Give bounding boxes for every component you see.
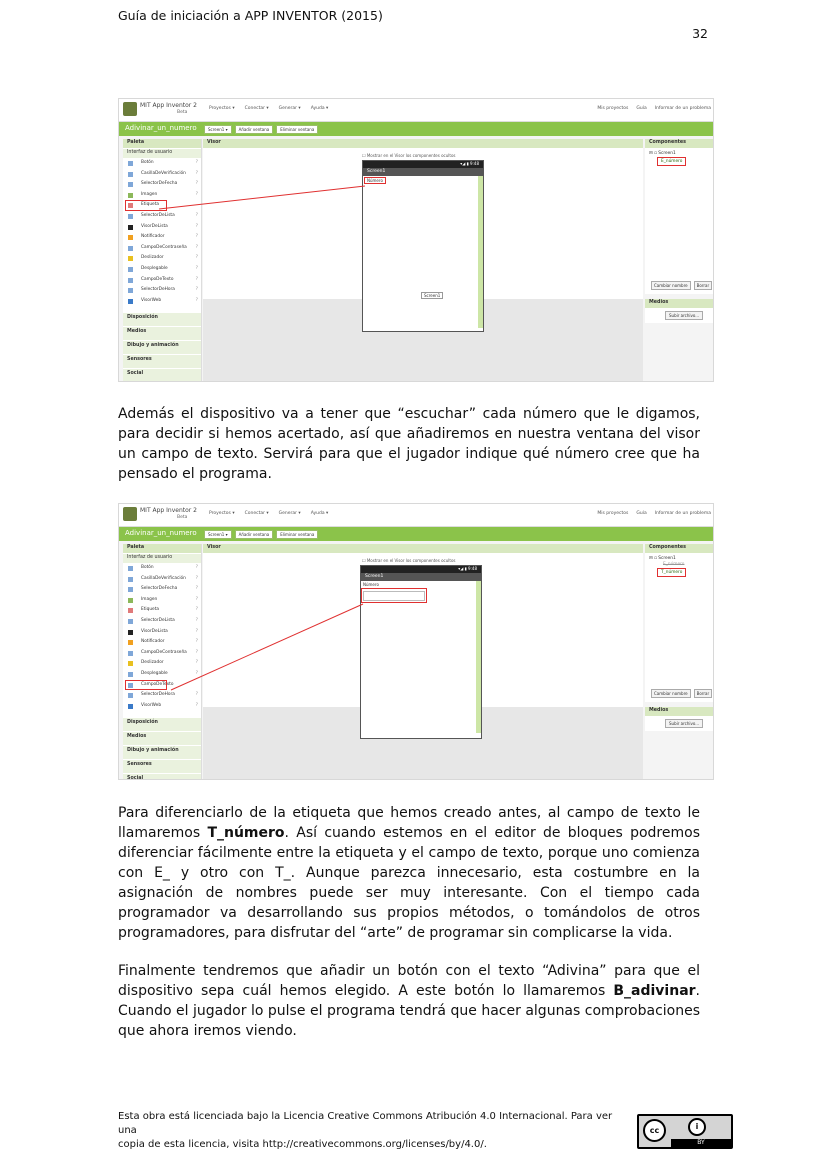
menu-mis-proyectos[interactable]: Mis proyectos bbox=[597, 511, 629, 516]
phone-title: Screen1 bbox=[363, 168, 483, 176]
viewer-title: Visor bbox=[203, 544, 643, 553]
palette-item-etiqueta-highlighted[interactable]: Etiqueta bbox=[125, 200, 167, 211]
tree-screen[interactable]: ⊟ ▫ Screen1 bbox=[649, 556, 676, 561]
rename-button[interactable]: Cambiar nombre bbox=[651, 689, 691, 698]
palette-item[interactable]: SelectorDeHora ? bbox=[123, 690, 201, 701]
label-component[interactable]: Número bbox=[364, 177, 386, 184]
palette-item[interactable]: SelectorDeFecha ? bbox=[123, 179, 201, 190]
palette-item[interactable]: Imagen ? bbox=[123, 190, 201, 201]
phone-status-bar: ▾◢ ▮ 9:48 bbox=[363, 161, 483, 168]
palette-item[interactable]: Deslizador ? bbox=[123, 658, 201, 669]
palette-item[interactable]: Desplegable ? bbox=[123, 669, 201, 680]
menu-conectar[interactable]: Conectar ▾ bbox=[244, 106, 269, 111]
palette-item[interactable]: SelectorDeFecha ? bbox=[123, 584, 201, 595]
menu-conectar[interactable]: Conectar ▾ bbox=[244, 511, 269, 516]
palette-item[interactable]: Botón ? bbox=[123, 563, 201, 574]
palette-section[interactable]: Interfaz de usuario bbox=[123, 554, 201, 563]
delete-button[interactable]: Borrar bbox=[694, 281, 713, 290]
remove-screen-button[interactable]: Eliminar ventana bbox=[276, 125, 318, 134]
menu-guia[interactable]: Guía bbox=[636, 106, 647, 111]
menu-informar[interactable]: Informar de un problema bbox=[654, 106, 711, 111]
app-beta: Beta bbox=[177, 110, 188, 115]
palette-item[interactable]: CampoDeContraseña ? bbox=[123, 243, 201, 254]
label-component[interactable]: Número bbox=[363, 582, 379, 587]
palette-item[interactable]: SelectorDeHora ? bbox=[123, 285, 201, 296]
app-beta: Beta bbox=[177, 515, 188, 520]
palette-category[interactable]: Medios bbox=[123, 732, 201, 745]
components-title: Componentes bbox=[645, 139, 713, 148]
attribution-icon: i bbox=[688, 1118, 706, 1136]
palette-category[interactable]: Medios bbox=[123, 327, 201, 340]
menu-guia[interactable]: Guía bbox=[636, 511, 647, 516]
menu-proyectos[interactable]: Proyectos ▾ bbox=[209, 511, 235, 516]
menu-generar[interactable]: Generar ▾ bbox=[278, 106, 301, 111]
palette-section[interactable]: Interfaz de usuario bbox=[123, 149, 201, 158]
screenshot-label-added bbox=[118, 98, 714, 382]
palette-item[interactable]: Notificador ? bbox=[123, 232, 201, 243]
components-title: Componentes bbox=[645, 544, 713, 553]
paragraph-1: Además el dispositivo va a tener que “escuchar” cada número que le digamos, para decidir si hemos acertado, así que añadiremos en nuestra ventana del visor un campo de texto. Servirá para que el jugador indique qué número cree que ha pensado el programa. bbox=[118, 406, 700, 482]
menu-mis-proyectos[interactable]: Mis proyectos bbox=[597, 106, 629, 111]
palette-category[interactable]: Sensores bbox=[123, 355, 201, 368]
cc-icon: cc bbox=[643, 1119, 666, 1142]
palette-item[interactable]: Notificador ? bbox=[123, 637, 201, 648]
rename-button[interactable]: Cambiar nombre bbox=[651, 281, 691, 290]
license-line-1: Esta obra está licenciada bajo la Licencia Creative Commons Atribución 4.0 Internacional. Para ver una bbox=[118, 1111, 613, 1136]
paragraph-3: Finalmente tendremos que añadir un botón con el texto “Adivina” para que el dispositivo sepa cuál hemos elegido. A este botón lo llamaremos B_adivinar. Cuando el jugador lo pulse el programa tendrá que hacer algunas comprobaciones que ahora iremos viendo. bbox=[118, 963, 700, 1039]
viewer-title: Visor bbox=[203, 139, 643, 148]
hidden-components-checkbox[interactable]: ☐ Mostrar en el Visor los componentes ocultos bbox=[362, 153, 456, 158]
palette-category[interactable]: Dibujo y animación bbox=[123, 341, 201, 354]
palette-item[interactable]: Etiqueta ? bbox=[123, 605, 201, 616]
palette-item[interactable]: CampoDeContraseña ? bbox=[123, 648, 201, 659]
button-name: B_adivinar bbox=[613, 983, 696, 999]
delete-button[interactable]: Borrar bbox=[694, 689, 713, 698]
palette-item[interactable]: VisorWeb ? bbox=[123, 701, 201, 712]
palette-item[interactable]: VisorDeLista ? bbox=[123, 222, 201, 233]
project-name: Adivinar_un_numero bbox=[125, 124, 197, 132]
palette-category[interactable]: Social bbox=[123, 369, 201, 382]
project-name: Adivinar_un_numero bbox=[125, 529, 197, 537]
palette-category[interactable]: Dibujo y animación bbox=[123, 746, 201, 759]
textbox-name: T_número bbox=[207, 825, 285, 841]
palette-item[interactable]: VisorWeb ? bbox=[123, 296, 201, 307]
tree-screen[interactable]: ⊟ ▫ Screen1 bbox=[649, 151, 676, 156]
palette-item[interactable]: Botón ? bbox=[123, 158, 201, 169]
palette-item-campodetexto-highlighted[interactable]: CampoDeTexto bbox=[125, 680, 167, 691]
palette-category[interactable]: Disposición bbox=[123, 718, 201, 731]
screen-selector[interactable]: Screen1 ▾ bbox=[204, 530, 232, 539]
palette-item[interactable]: Deslizador ? bbox=[123, 253, 201, 264]
tree-label-highlighted[interactable]: E_número bbox=[657, 157, 686, 166]
app-brand: MIT App Inventor 2 bbox=[140, 102, 197, 109]
upload-button[interactable]: Subir archivo... bbox=[665, 719, 703, 728]
palette-item[interactable]: Imagen ? bbox=[123, 595, 201, 606]
palette-item[interactable]: Desplegable ? bbox=[123, 264, 201, 275]
by-label: BY bbox=[671, 1139, 731, 1147]
palette-item[interactable]: SelectorDeLista ? bbox=[123, 616, 201, 627]
media-title: Medios bbox=[645, 299, 713, 308]
tree-textbox-highlighted[interactable]: T_número bbox=[657, 568, 686, 577]
add-screen-button[interactable]: Añadir ventana bbox=[235, 125, 274, 134]
menu-generar[interactable]: Generar ▾ bbox=[278, 511, 301, 516]
cc-by-badge[interactable] bbox=[637, 1114, 733, 1149]
palette-category[interactable]: Disposición bbox=[123, 313, 201, 326]
screenshot-textbox-added bbox=[118, 503, 714, 780]
menu-ayuda[interactable]: Ayuda ▾ bbox=[310, 511, 329, 516]
palette-item[interactable]: CasillaDeVerificación ? bbox=[123, 574, 201, 585]
palette-category[interactable]: Sensores bbox=[123, 760, 201, 773]
menu-ayuda[interactable]: Ayuda ▾ bbox=[310, 106, 329, 111]
tree-label[interactable]: E_número bbox=[663, 562, 685, 567]
phone-title: Screen1 bbox=[361, 573, 481, 581]
menu-proyectos[interactable]: Proyectos ▾ bbox=[209, 106, 235, 111]
running-header: Guía de iniciación a APP INVENTOR (2015) bbox=[118, 8, 383, 23]
palette-title: Paleta bbox=[123, 139, 201, 148]
paragraph-2: Para diferenciarlo de la etiqueta que hemos creado antes, al campo de texto le llamaremos T_número. Así cuando estemos en el editor de bloques podremos diferenciar fácilmente entre la etiqueta y el campo de texto, porque uno comienza con E_ y otro con T_. Aunque parezca innecesario, esta costumbre en la asignación de nombres puede ser muy interesante. Con el tiempo cada programador va desarrollando sus propios métodos, o tomándolos de otros programadores, para disfrutar del “arte” de programar sin complicarse la vida. bbox=[118, 805, 700, 941]
upload-button[interactable]: Subir archivo... bbox=[665, 311, 703, 320]
menu-informar[interactable]: Informar de un problema bbox=[654, 511, 711, 516]
palette-item[interactable]: CasillaDeVerificación ? bbox=[123, 169, 201, 180]
annotation-arrow bbox=[119, 504, 713, 779]
phone-status-bar: ▾◢ ▮ 9:48 bbox=[361, 566, 481, 573]
screen-selector[interactable]: Screen1 ▾ bbox=[204, 125, 232, 134]
add-screen-button[interactable]: Añadir ventana bbox=[235, 530, 274, 539]
remove-screen-button[interactable]: Eliminar ventana bbox=[276, 530, 318, 539]
hidden-components-checkbox[interactable]: ☐ Mostrar en el Visor los componentes ocultos bbox=[362, 558, 456, 563]
palette-item[interactable]: SelectorDeLista ? bbox=[123, 211, 201, 222]
palette-item[interactable]: CampoDeTexto ? bbox=[123, 275, 201, 286]
app-brand: MIT App Inventor 2 bbox=[140, 507, 197, 514]
phone-footer: Screen1 bbox=[421, 292, 443, 299]
palette-title: Paleta bbox=[123, 544, 201, 553]
media-title: Medios bbox=[645, 707, 713, 716]
page-number: 32 bbox=[692, 26, 708, 41]
license-line-2[interactable]: copia de esta licencia, visita http://creativecommons.org/licenses/by/4.0/. bbox=[118, 1139, 487, 1150]
palette-category[interactable]: Social bbox=[123, 774, 201, 780]
annotation-arrow bbox=[119, 99, 713, 381]
license-footer bbox=[118, 1110, 618, 1152]
palette-item[interactable]: VisorDeLista ? bbox=[123, 627, 201, 638]
